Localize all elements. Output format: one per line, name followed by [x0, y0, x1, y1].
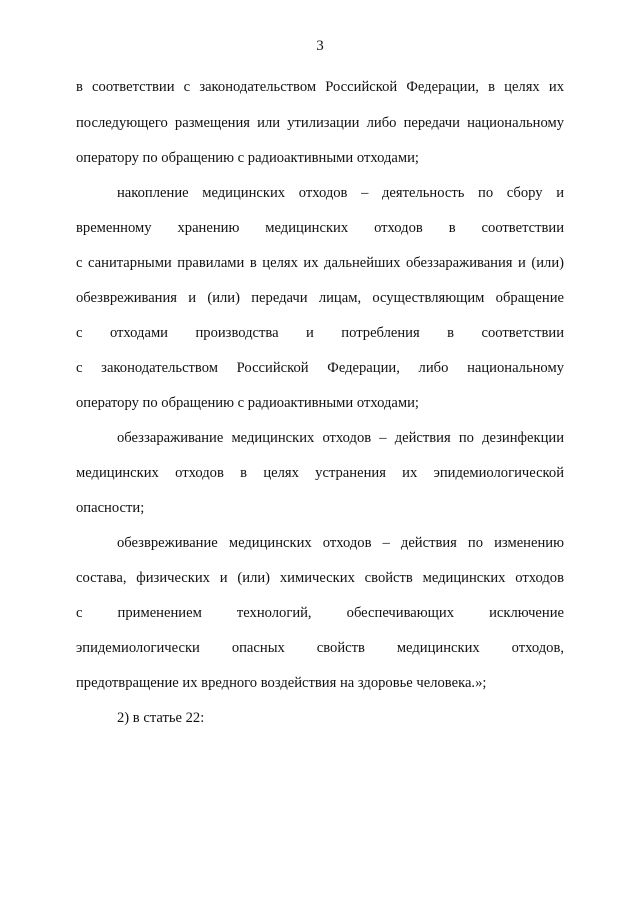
- paragraph-3-line-3: опасности;: [76, 500, 145, 516]
- paragraph-4-line-4: эпидемиологически опасных свойств медицинских отходов,: [76, 640, 564, 656]
- paragraph-1-line-3: оператору по обращению с радиоактивными отходами;: [76, 150, 419, 166]
- paragraph-2-line-2: временному хранению медицинских отходов в соответствии: [76, 220, 564, 236]
- paragraph-2-line-6: с законодательством Российской Федерации, либо национальному: [76, 360, 564, 376]
- paragraph-4-line-1: обезвреживание медицинских отходов – действия по изменению: [117, 535, 564, 551]
- paragraph-2-line-3: с санитарными правилами в целях их дальнейших обеззараживания и (или): [76, 255, 564, 271]
- paragraph-2-line-4: обезвреживания и (или) передачи лицам, осуществляющим обращение: [76, 290, 564, 306]
- page-number: 3: [316, 38, 324, 54]
- paragraph-4-line-3: с применением технологий, обеспечивающих исключение: [76, 605, 564, 621]
- paragraph-2-line-7: оператору по обращению с радиоактивными отходами;: [76, 395, 419, 411]
- paragraph-3-line-1: обеззараживание медицинских отходов – действия по дезинфекции: [117, 430, 564, 446]
- paragraph-1-line-2: последующего размещения или утилизации либо передачи национальному: [76, 115, 564, 131]
- paragraph-3-line-2: медицинских отходов в целях устранения их эпидемиологической: [76, 465, 564, 481]
- paragraph-4-line-2: состава, физических и (или) химических свойств медицинских отходов: [76, 570, 564, 586]
- paragraph-5-line-1: 2) в статье 22:: [117, 710, 205, 726]
- paragraph-4-line-5: предотвращение их вредного воздействия на здоровье человека.»;: [76, 675, 487, 691]
- paragraph-2-line-5: с отходами производства и потребления в соответствии: [76, 325, 564, 341]
- paragraph-1-line-1: в соответствии с законодательством Российской Федерации, в целях их: [76, 79, 564, 95]
- paragraph-2-line-1: накопление медицинских отходов – деятельность по сбору и: [117, 185, 564, 201]
